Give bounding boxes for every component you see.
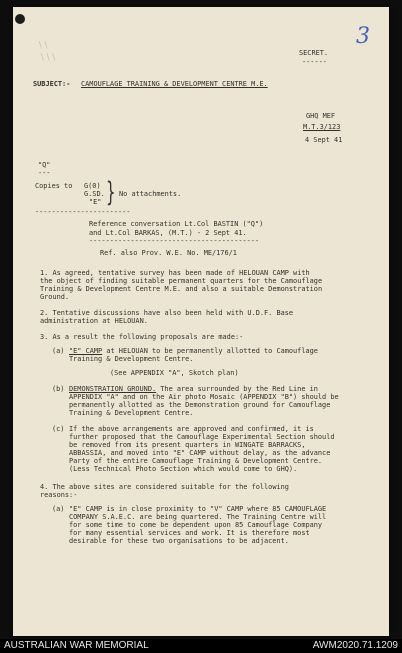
paragraph-line: 2. Tentative discussions have also been held with U.D.F. Base [40,309,294,317]
paragraph-line: (Less Technical Photo Section which would come to GHQ). [69,465,298,473]
institution-label: AUSTRALIAN WAR MEMORIAL [4,640,149,651]
paragraph-line: 4. The above sites are considered suitable for the following [40,483,289,491]
archive-footer [0,639,402,653]
paragraph-line: If the above arrangements are approved and confirmed, it is [69,425,314,433]
classification: SECRET. [299,49,329,57]
paragraph-line: permanently allotted as the Demonstration ground for Camouflage [69,401,331,409]
ref-file: M.T.3/123 [303,123,341,131]
subject-text: CAMOUFLAGE TRAINING & DEVELOPMENT CENTRE M.E. [81,80,268,88]
tear-mark: ∖∖∖ [39,53,57,63]
handwritten-page-number: 3 [356,24,370,49]
accession-number: AWM2020.71.1209 [312,640,398,651]
paragraph-line: for many essential services and work. It is therefore most [69,529,310,537]
copies-label: Copies to [35,182,73,190]
paragraph-line: the object of finding suitable permanent quarters for the Camouflage [40,277,323,285]
separator-dashes: ----------------------------------------- [89,237,260,245]
paragraph-line: COMPANY S.A.E.C. are being quartered. The Training Centre will [69,513,327,521]
paragraph-line [69,385,318,393]
underline-dashes: --- [38,169,51,177]
paragraph-line: for some time to come be dependent upon 85 Camouflage Company [69,521,323,529]
underlined-term: "E" CAMP [69,347,103,355]
paragraph-line: 3. As a result the following proposals are made:- [40,333,244,341]
paragraph-line: further proposed that the Camouflage Experimental Section should [69,433,335,441]
paragraph-line: reasons:- [40,491,78,499]
item-label: (a) [52,505,65,513]
line-rest: The area surrounded by the Red Line in [156,385,318,393]
ref-hq: GHQ MEF [306,112,336,120]
paragraph-line: Ground. [40,293,70,301]
underline-dashes: ------ [302,58,327,66]
paragraph-line: (See APPENDIX "A", Skotch plan) [110,369,239,377]
copies-note: No attachments. [119,190,182,198]
reference-line: and Lt.Col BARKAS, (M.T.) - 2 Sept 41. [89,229,247,237]
paragraph-line: "E" CAMP is in close proximity to "V" CAMP where 85 CAMOUFLAGE [69,505,327,513]
paragraph-line: Training & Development Centre. [69,409,194,417]
tear-mark: ∖∖ [37,41,49,51]
line-rest: at HELOUAN to be permanently allotted to Camouflage [102,347,318,355]
underlined-term: DEMONSTRATION GROUND. [69,385,157,393]
paragraph-line: be removed from its present quarters in WINGATE BARRACKS, [69,441,306,449]
date: 4 Sept 41 [305,136,343,144]
brace-icon: } [106,177,116,208]
separator-dashes: ----------------------- [35,208,131,216]
copies-recipient: G(0) [84,182,101,190]
paragraph-line [69,347,318,355]
copies-recipient: G.SD. [84,190,105,198]
paragraph-line: administration at HELOUAN. [40,317,148,325]
reference-line: Ref. also Prov. W.E. No. ME/176/1 [100,249,237,257]
item-label: (b) [52,385,65,393]
paragraph-line: 1. As agreed, tentative survey has been made of HELOUAN CAMP with [40,269,310,277]
subject-label: SUBJECT:- [33,80,71,88]
reference-line: Reference conversation Lt.Col BASTIN ("Q") [89,220,264,228]
item-label: (c) [52,425,65,433]
paragraph-line: APPENDIX "A" and on the Air photo Mosaic (APPENDIX "B") should be [69,393,339,401]
paragraph-line: Party of the entire Camouflage Training & Development Centre. [69,457,323,465]
paragraph-line: ABBASSIA, and moved into "E" CAMP without delay, as the advance [69,449,331,457]
item-label: (a) [52,347,65,355]
copies-recipient: "E" [89,198,102,206]
from: "Q" [38,161,51,169]
punch-hole [15,14,25,24]
paragraph-line: Training & Development Centre. [69,355,194,363]
document-page [13,7,389,636]
paragraph-line: desirable for these two organisations to be adjacent. [69,537,289,545]
paragraph-line: Training & Development Centre M.E. and also a suitable Demonstration [40,285,323,293]
